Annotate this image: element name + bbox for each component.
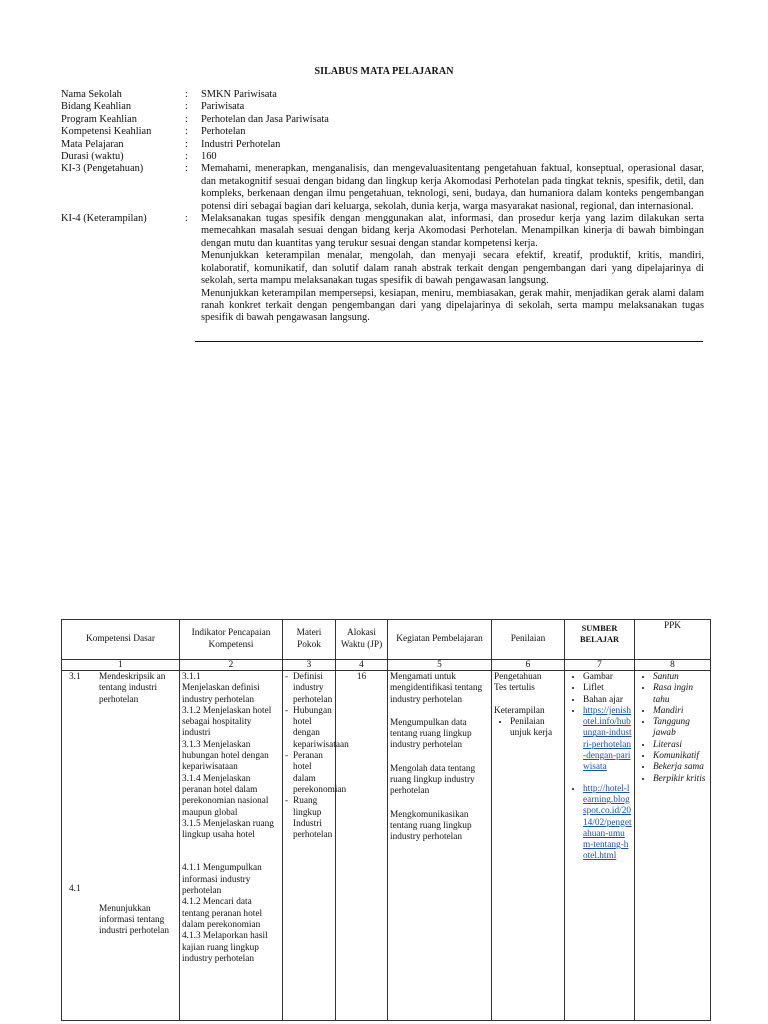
list-item: • Gambar xyxy=(583,672,632,683)
info-row-field xyxy=(61,101,704,113)
list-item: • Santun xyxy=(653,672,708,683)
ki4-text xyxy=(201,213,704,325)
header-materi: Materi Pokok xyxy=(283,620,336,660)
source-link[interactable]: https://jenishotel.info/hubungan-industri-perhotelan-dengan-pariwisata xyxy=(583,705,632,773)
kd-text: Menunjukkan informasi tentang industri perhotelan xyxy=(99,903,169,937)
column-number-row xyxy=(62,660,711,671)
header-kegiatan: Kegiatan Pembelajaran xyxy=(388,620,492,660)
list-item: - Hubungan hotel dengan kepariwisataan xyxy=(285,706,333,751)
column-number: 4 xyxy=(336,660,388,671)
info-row-duration xyxy=(61,151,704,163)
indicator-item: Menjelaskan definisi industry perhotelan xyxy=(182,683,260,705)
indicator-item: 3.1.2 Menjelaskan hotel sebagai hospitality industri xyxy=(182,705,272,739)
list-item: • Tanggung jawab xyxy=(653,717,708,740)
list-item: • Komunikatif xyxy=(653,751,708,762)
info-colon: : xyxy=(185,163,188,175)
ki3-label: KI-3 (Pengetahuan) xyxy=(61,163,144,175)
activity-item: Mengumpulkan data tentang ruang lingkup industry perhotelan xyxy=(390,717,472,751)
cell-ppk xyxy=(635,671,711,1021)
info-value: Industri Perhotelan xyxy=(201,138,281,150)
cell-alokasi: 16 xyxy=(336,671,388,1021)
assessment-skill: Keterampilan xyxy=(494,705,545,716)
ki4-paragraph: Menunjukkan keterampilan menalar, mengolah, dan menyaji secara efektif, kreatif, produktif, kritis, mandiri, kolaboratif, komunikatif, dan solutif dalam ranah abstrak terkait dengan pengembangan dari yang dipelajarinya di sekolah, serta mampu melaksanakan tugas spesifik di bawah pengawasan langsung. xyxy=(201,250,704,287)
info-row-program xyxy=(61,114,704,126)
info-value: SMKN Pariwisata xyxy=(201,89,277,100)
header-kompetensi-dasar: Kompetensi Dasar xyxy=(62,620,180,660)
ki4-paragraph: Melaksanakan tugas spesifik dengan menggunakan alat, informasi, dan prosedur kerja yang lazim dilakukan serta memecahkan masalah sesuai dengan bidang kerja Akomodasi Perhotelan. Menampilkan kinerja di bawah bimbingan dengan mutu dan kuantitas yang terukur sesuai dengan standar kompetensi kerja. xyxy=(201,213,704,249)
indicator-item: 3.1.4 Menjelaskan peranan hotel dalam perekonomian nasional maupun global xyxy=(182,773,269,818)
source-list xyxy=(567,672,632,863)
list-item xyxy=(583,706,632,774)
info-value: Pariwisata xyxy=(201,101,245,113)
column-number: 1 xyxy=(62,660,180,671)
header-indikator: Indikator Pencapaian Kompetensi xyxy=(180,620,283,660)
list-item: • Mandiri xyxy=(653,706,708,717)
assessment-test: Tes tertulis xyxy=(494,683,535,694)
column-number: 3 xyxy=(283,660,336,671)
header-penilaian: Penilaian xyxy=(492,620,565,660)
list-item: • Penilaian unjuk kerja xyxy=(510,717,562,740)
info-colon: : xyxy=(185,89,188,100)
info-label: Kompetensi Keahlian xyxy=(61,126,152,138)
list-item: - Definisi industry perhotelan xyxy=(285,672,333,706)
column-number: 6 xyxy=(492,660,565,671)
info-colon: : xyxy=(185,126,188,138)
list-item: - Peranan hotel dalam perekonomian xyxy=(285,751,333,796)
document-title: SILABUS MATA PELAJARAN xyxy=(314,66,454,77)
info-value: Perhotelan dan Jasa Pariwisata xyxy=(201,113,329,125)
divider-line xyxy=(195,341,703,342)
info-row-ki3 xyxy=(61,163,704,213)
source-link[interactable]: http://hotel-learning.blogspot.co.id/2014/02/pengetahuan-umum-tentang-hotel.html xyxy=(583,783,632,862)
assessment-list xyxy=(494,717,562,740)
activity-item: Mengkomunikasikan tentang ruang lingkup industry perhotelan xyxy=(390,809,472,843)
list-item xyxy=(583,784,632,863)
column-number: 2 xyxy=(180,660,283,671)
cell-sumber xyxy=(565,671,635,1021)
info-row-competency xyxy=(61,126,704,138)
materi-list xyxy=(285,672,349,841)
kd-item xyxy=(64,672,177,706)
activity-item: Mengamati untuk mengidentifikasi tentang industry perhotelan xyxy=(390,672,483,705)
column-number: 8 xyxy=(635,660,711,671)
indicator-item: 4.1.3 Melaporkan hasil kajian ruang lingkup industry perhotelan xyxy=(182,931,268,964)
info-label: Program Keahlian xyxy=(61,113,137,125)
header-ppk: PPK xyxy=(635,620,711,660)
table-row xyxy=(62,671,711,1021)
info-colon: : xyxy=(185,213,188,225)
info-label: Mata Pelajaran xyxy=(61,138,124,150)
ki3-text: Memahami, menerapkan, menganalisis, dan mengevaluasitentang pengetahuan faktual, konseptual, operasional dasar, dan metakognitif sesuai dengan bidang dan lingkup kerja Akomodasi Perhotelan pada tingkat teknis, spesifik, detil, dan kompleks, berkenaan dengan ilmu pengetahuan, teknologi, seni, budaya, dan humaniora dalam konteks pengembangan potensi diri sebagai bagian dari keluarga, sekolah, dunia kerja, warga masyarakat nasional, regional, dan internasional. xyxy=(201,163,704,212)
kd-number: 3.1 xyxy=(69,672,81,682)
list-item: • Bekerja sama xyxy=(653,762,708,773)
info-colon: : xyxy=(185,151,188,163)
info-row-subject xyxy=(61,139,704,151)
info-row-ki4 xyxy=(61,213,704,325)
ppk-list xyxy=(637,672,708,785)
info-value: 160 xyxy=(201,151,217,163)
kd-text: Mendeskripsik an tentang industri perhotelan xyxy=(99,672,166,705)
indicator-item: 4.1.2 Mencari data tentang peranan hotel dalam perekonomian xyxy=(182,897,263,930)
indicator-item: 3.1.3 Menjelaskan hubungan hotel dengan kepariwisataan xyxy=(182,739,269,773)
column-number: 7 xyxy=(565,660,635,671)
ki4-label: KI-4 (Keterampilan) xyxy=(61,213,147,225)
list-item: • Liflet xyxy=(583,683,632,694)
ki4-paragraph: Menunjukkan keterampilan mempersepsi, kesiapan, meniru, membiasakan, gerak mahir, menjadikan gerak alami dalam ranah konkret terkait dengan pengembangan dari yang dipelajarinya di sekolah, serta mampu melaksanakan tugas spesifik di bawah pengawasan langsung. xyxy=(201,287,704,324)
indicator-item: 3.1.1 xyxy=(182,672,201,682)
syllabus-table xyxy=(61,619,711,1021)
info-value: Perhotelan xyxy=(201,126,246,138)
info-row-school xyxy=(61,89,704,101)
cell-kompetensi-dasar xyxy=(62,671,180,1021)
list-item: • Literasi xyxy=(653,740,708,751)
cell-kegiatan xyxy=(388,671,492,1021)
kd-number: 4.1 xyxy=(69,883,81,894)
info-colon: : xyxy=(185,101,188,113)
kd-item xyxy=(64,884,177,938)
cell-indikator xyxy=(180,671,283,1021)
info-colon: : xyxy=(185,113,188,125)
indicator-item: 3.1.5 Menjelaskan ruang lingkup usaha hotel xyxy=(182,818,274,841)
indicator-item: 4.1.1 Mengumpulkan informasi industry perhotelan xyxy=(182,863,262,897)
list-item: - Ruang lingkup Industri perhotelan xyxy=(285,796,333,841)
info-label: Nama Sekolah xyxy=(61,89,122,100)
column-number: 5 xyxy=(388,660,492,671)
list-item: • Berpikir kritis xyxy=(653,774,708,785)
identity-block xyxy=(61,89,704,325)
header-alokasi: Alokasi Waktu (JP) xyxy=(336,620,388,660)
info-label: Bidang Keahlian xyxy=(61,101,132,113)
info-colon: : xyxy=(185,138,188,150)
cell-materi xyxy=(283,671,349,1021)
header-sumber: SUMBER BELAJAR xyxy=(565,620,635,660)
assessment-knowledge: Pengetahuan xyxy=(494,672,542,682)
list-item: • Rasa ingin tahu xyxy=(653,683,708,706)
cell-penilaian xyxy=(492,671,565,1021)
activity-item: Mengolah data tentang ruang lingkup industry perhotelan xyxy=(390,763,476,797)
list-item: • Bahan ajar xyxy=(583,695,632,706)
info-label: Durasi (waktu) xyxy=(61,151,124,163)
